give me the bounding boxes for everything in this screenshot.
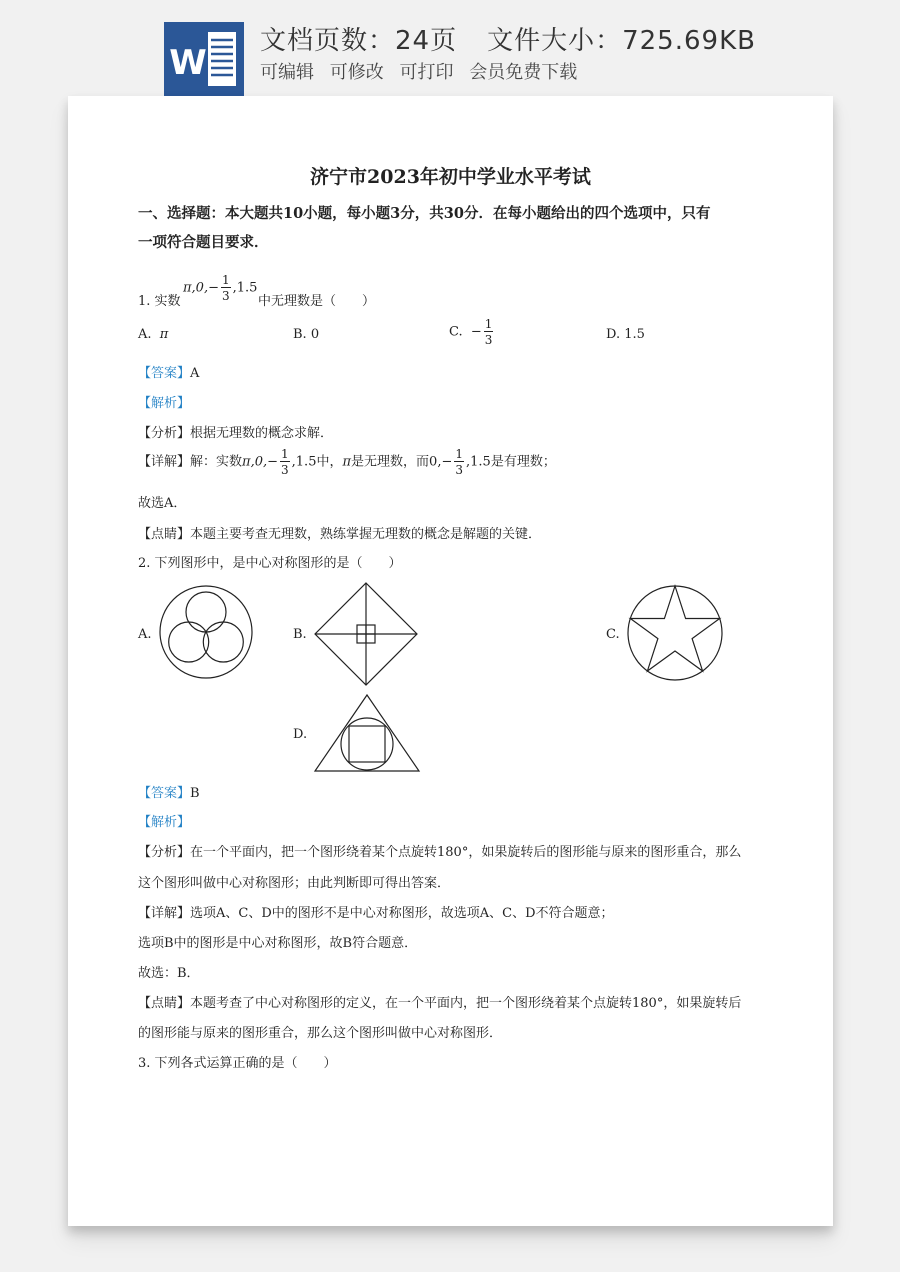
svg-text:W: W <box>169 43 207 83</box>
q1-conclusion: 故选A． <box>138 496 187 511</box>
file-info <box>260 20 756 57</box>
figure-a-three-arcs-circle <box>158 584 254 680</box>
file-size: 文件大小：725.69KB <box>487 26 756 56</box>
q2-xiangjie-line2: 选项B中的图形是中心对称图形，故B符合题意． <box>138 936 418 951</box>
word-document-icon <box>164 22 244 96</box>
q2-dianjing-line1: 【点睛】本题考查了中心对称图形的定义，在一个平面内，把一个图形绕着某个点旋转180°，如果旋转后 <box>138 996 742 1011</box>
q2-option-b-label: B. <box>293 627 307 642</box>
q2-dianjing-line2: 的图形能与原来的图形重合，那么这个图形叫做中心对称图形． <box>138 1026 503 1041</box>
q1-option-b: B. 0 <box>293 327 320 342</box>
q1-xiangjie: 【详解】解：实数π,0,− $\frac{1}{3}$ ,1.5中，π是无理数，而0,− $\frac{1}{3}$ ,1.5是有理数； <box>138 447 556 477</box>
q1-suffix: 中无理数是（ ） <box>258 294 376 309</box>
document-page <box>68 96 833 1226</box>
q2-option-c-label: C. <box>606 627 620 642</box>
q1-fraction: $\frac{1}{3}$ <box>221 273 230 303</box>
q2-answer: 【答案】B <box>138 786 200 801</box>
q1-fenxi: 【分析】根据无理数的概念求解． <box>138 426 334 441</box>
feature-list <box>260 58 587 84</box>
feature-member-download: 会员免费下载 <box>469 62 578 83</box>
q1-number-list: π,0,− $\frac{1}{3}$ ,1.5 <box>183 273 258 303</box>
q1-analysis-tag: 【解析】 <box>138 396 191 411</box>
feature-printable: 可打印 <box>399 62 454 83</box>
q2-analysis-tag: 【解析】 <box>138 815 191 830</box>
q2-stem: 2. 下列图形中，是中心对称图形的是（ ） <box>138 556 402 571</box>
section-heading-line1: 一、选择题：本大题共10小题，每小题3分，共30分．在每小题给出的四个选项中，只有 <box>138 205 711 222</box>
figure-b-pinwheel-square <box>313 581 419 687</box>
q1-option-a: A. π <box>138 327 169 342</box>
feature-modifiable: 可修改 <box>329 62 384 83</box>
download-banner <box>0 0 900 96</box>
section-heading-line2: 一项符合题目要求． <box>138 234 269 251</box>
figure-d-triangle-circle-square <box>313 693 421 773</box>
q1-prefix: 1. 实数 <box>138 294 181 309</box>
q2-xiangjie-line1: 【详解】选项A、C、D中的图形不是中心对称图形，故选项A、C、D不符合题意； <box>138 906 614 921</box>
page-count: 文档页数：24页 <box>260 26 458 56</box>
q2-fenxi-line2: 这个图形叫做中心对称图形；由此判断即可得出答案． <box>138 876 451 891</box>
q1-option-c: C. − $\frac{1}{3}$ <box>449 317 493 347</box>
figure-c-star-in-circle <box>626 584 724 682</box>
page-title: 济宁市2023年初中学业水平考试 <box>310 166 591 188</box>
q3-stem: 3. 下列各式运算正确的是（ ） <box>138 1056 337 1071</box>
feature-editable: 可编辑 <box>260 62 314 83</box>
q2-conclusion: 故选：B． <box>138 966 200 981</box>
q2-fenxi-line1: 【分析】在一个平面内，把一个图形绕着某个点旋转180°，如果旋转后的图形能与原来的图形重合，那么 <box>138 845 742 860</box>
q1-dianjing: 【点睛】本题主要考查无理数，熟练掌握无理数的概念是解题的关键． <box>138 527 542 542</box>
q2-option-d-label: D. <box>293 727 308 742</box>
q2-option-a-label: A. <box>138 627 152 642</box>
q1-answer: 【答案】A <box>138 366 200 381</box>
q1-option-d: D. 1.5 <box>606 327 645 342</box>
